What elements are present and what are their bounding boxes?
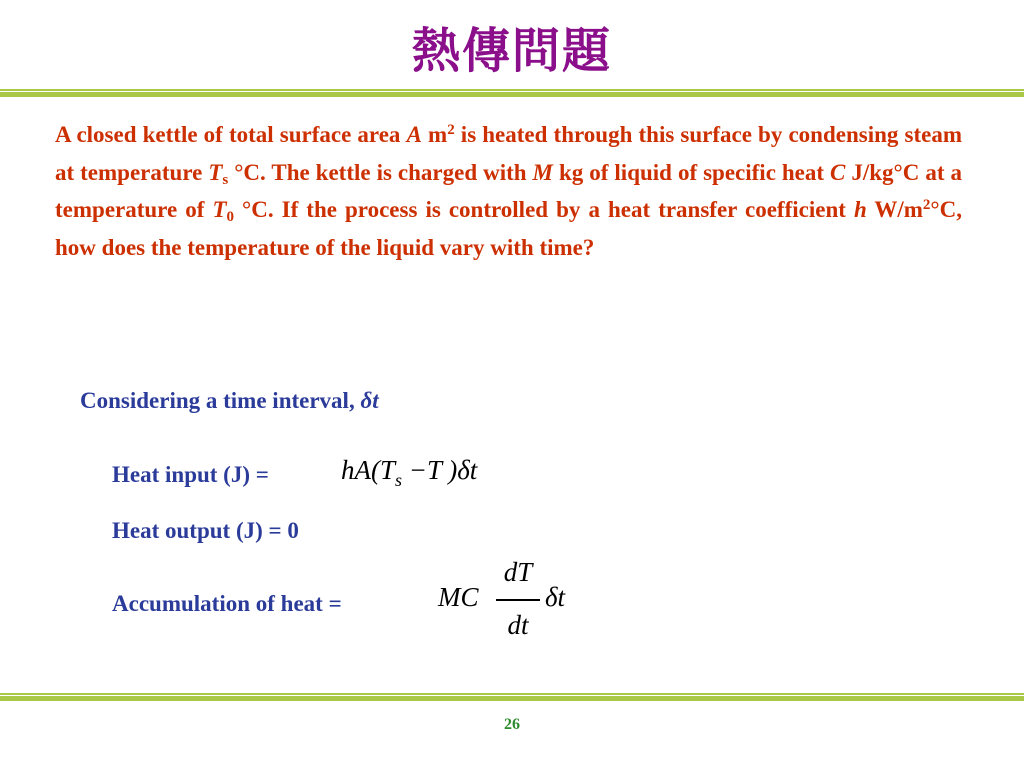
equation-part: δt: [545, 582, 566, 612]
subscript: s: [222, 171, 229, 188]
problem-text: J/kg°C at a temperature of: [55, 159, 962, 222]
heat-input-equation: [341, 455, 478, 490]
intro-text: Considering a time interval,: [80, 388, 361, 413]
accumulation-prefix: [438, 582, 479, 613]
problem-text: °C. If the process is controlled by a heat transfer coefficient: [234, 197, 854, 222]
subscript: 0: [226, 209, 234, 225]
accumulation-suffix: [545, 582, 565, 613]
problem-statement: [55, 116, 962, 266]
problem-text: is heated through this surface by condensing steam at temperature: [55, 122, 962, 185]
variable-T: T: [208, 159, 223, 185]
intro-variable: δt: [360, 388, 379, 413]
top-divider: [0, 89, 1024, 97]
equation-part: −T )δt: [402, 455, 478, 485]
problem-text: °C, how does the temperature of the liquid vary with time?: [55, 197, 962, 260]
fraction-numerator: dT: [503, 557, 533, 587]
heat-input-label: Heat input (J) =: [112, 462, 269, 487]
slide-title: 熱傳問題: [411, 23, 612, 79]
accumulation-label: Accumulation of heat =: [112, 591, 342, 616]
page-number: 26: [504, 716, 520, 733]
bottom-divider: [0, 693, 1024, 701]
heat-output-label: Heat output (J) = 0: [112, 518, 299, 543]
equation-subscript: s: [395, 470, 403, 490]
problem-text: W/m: [866, 197, 923, 222]
fraction-denominator: dt: [507, 610, 529, 640]
variable-h: h: [853, 197, 867, 222]
fraction-bar: [496, 599, 540, 601]
equation-part: hA(T: [341, 455, 395, 485]
equation-part: MC: [438, 582, 479, 612]
variable-M: M: [532, 159, 553, 185]
superscript: 2: [447, 122, 455, 138]
problem-text: m: [421, 122, 448, 147]
variable-C: C: [830, 159, 846, 185]
analysis-intro: [80, 388, 379, 414]
problem-text: A closed kettle of total surface area: [55, 122, 407, 147]
problem-text: kg of liquid of specific heat: [553, 159, 831, 185]
problem-text: °C. The kettle is charged with: [228, 159, 533, 185]
variable-A: A: [406, 122, 422, 147]
variable-T: T: [212, 197, 227, 222]
superscript: 2: [922, 197, 931, 213]
